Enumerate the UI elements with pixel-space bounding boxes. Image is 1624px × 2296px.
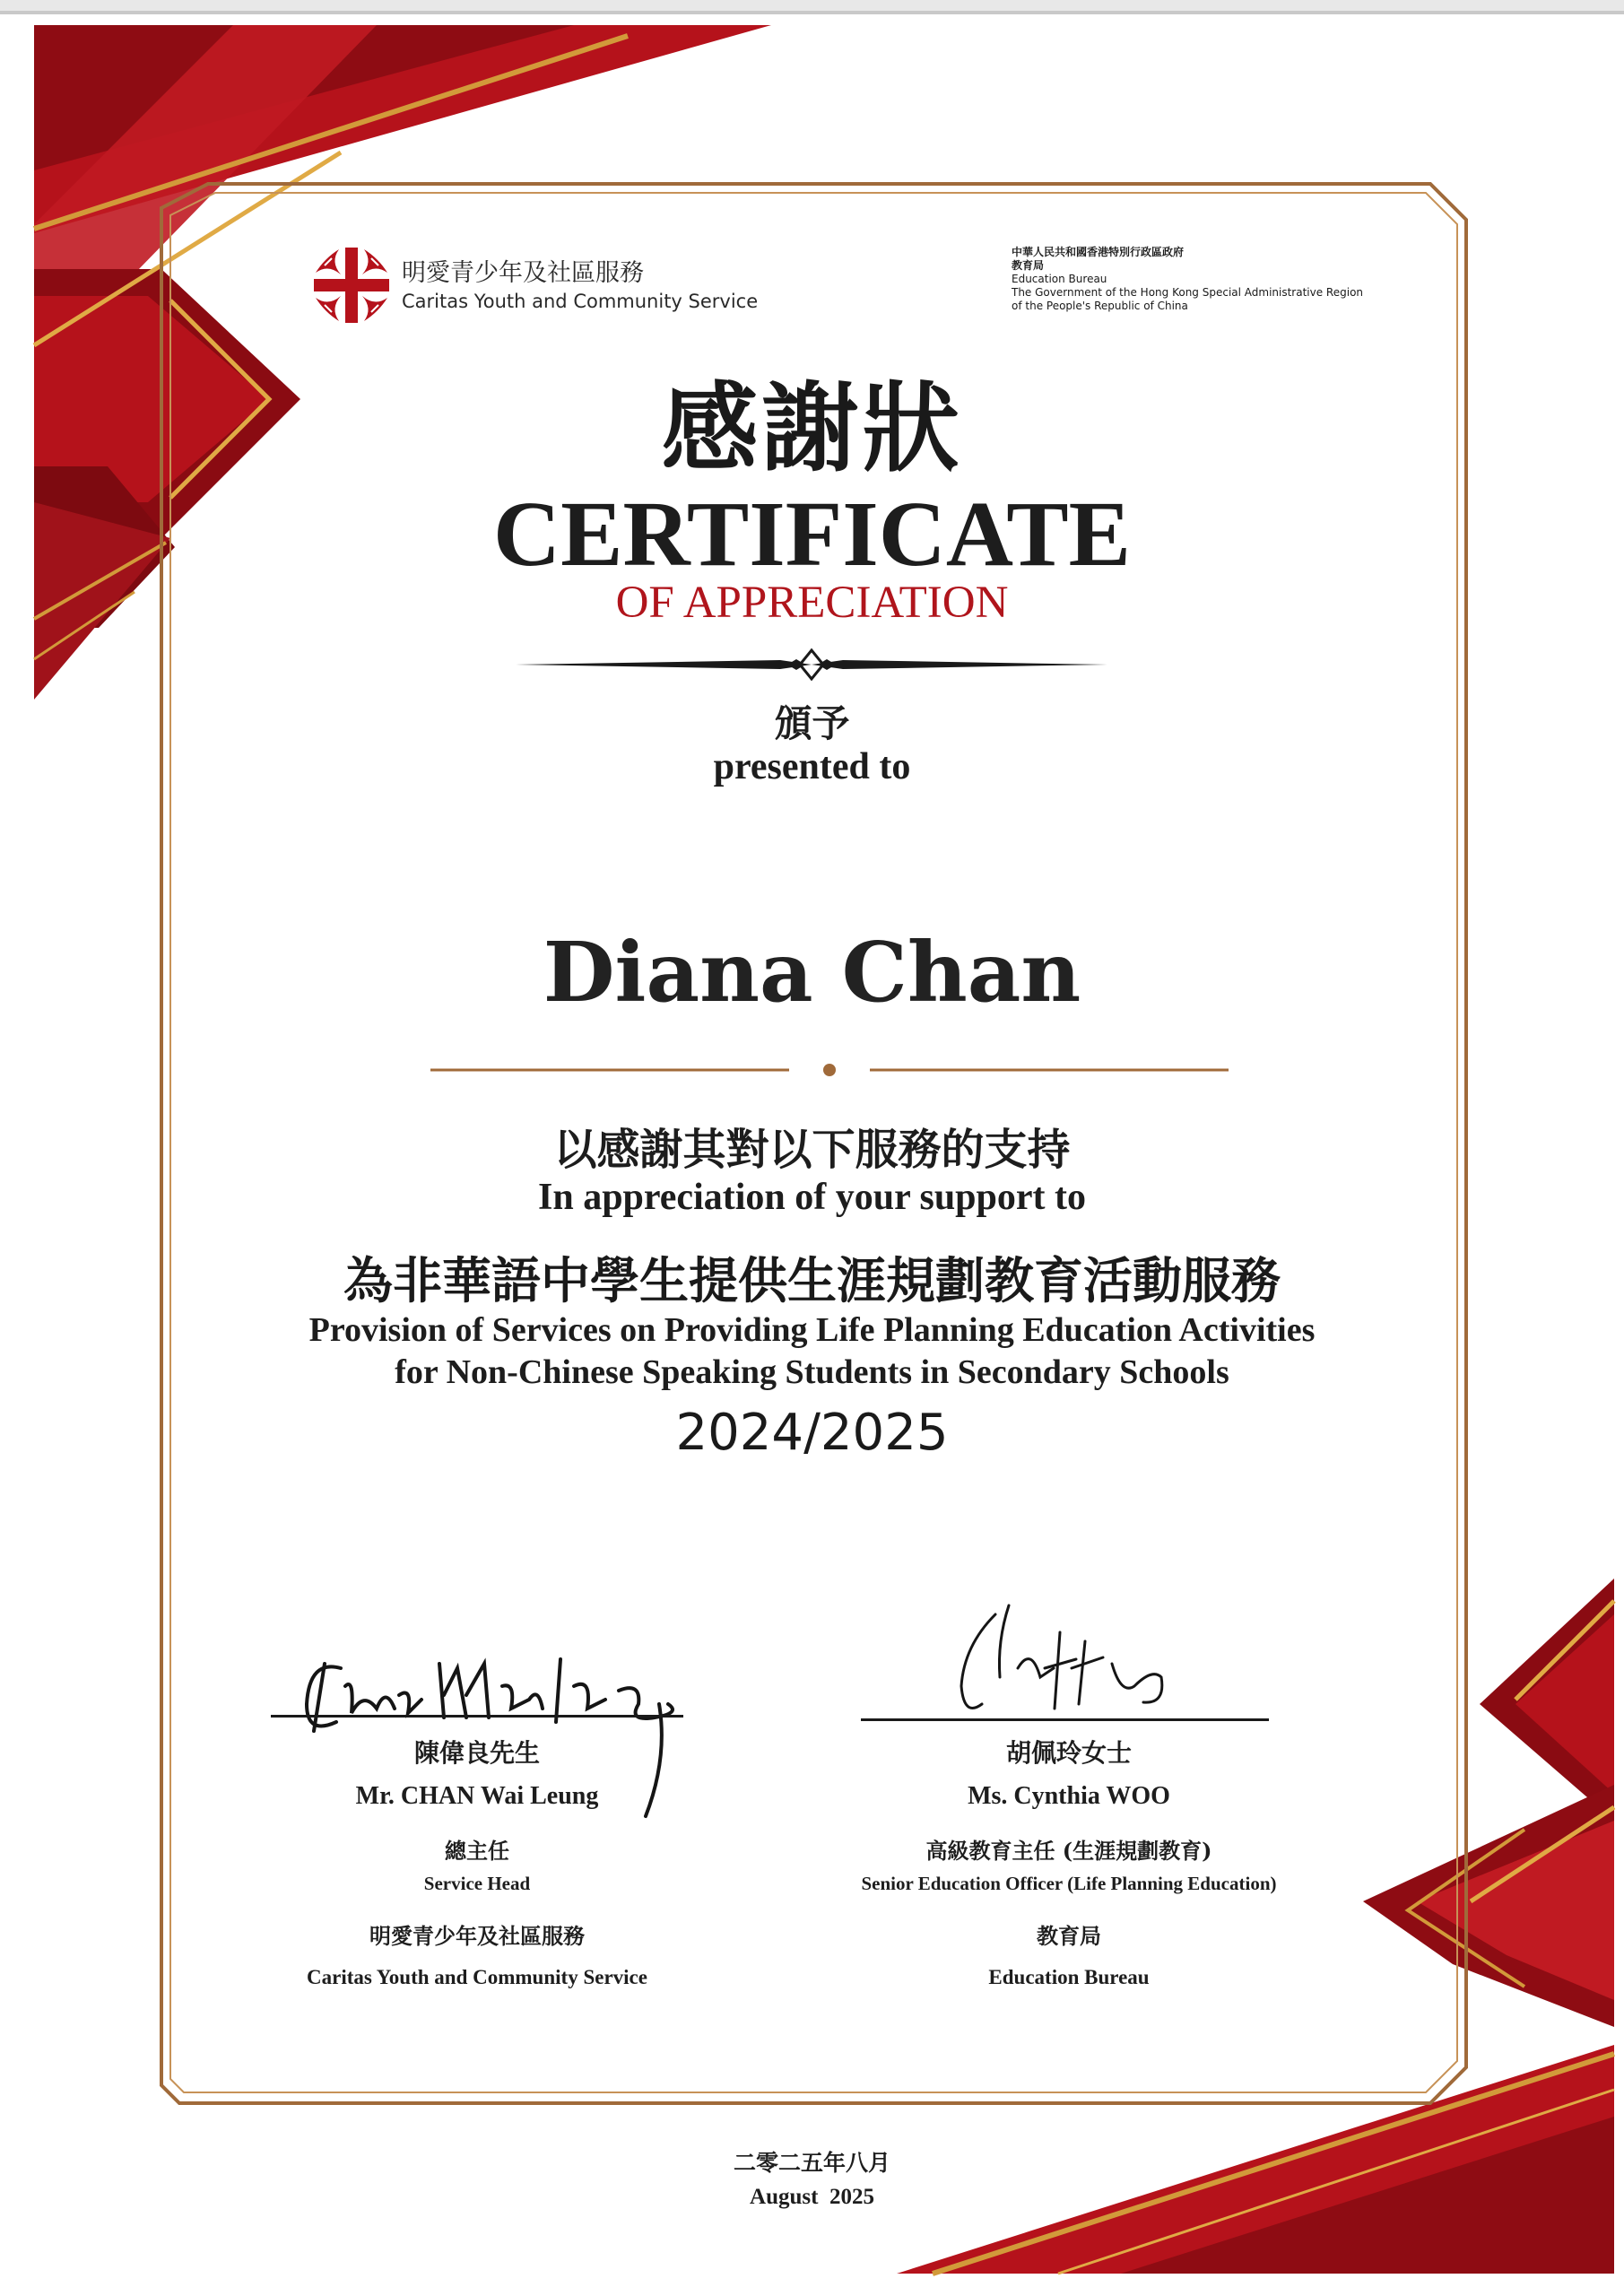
signatory-right-name-zh: 胡佩玲女士	[1005, 1738, 1132, 1768]
title-zh: 感謝狀	[661, 372, 963, 485]
title-divider-ornament	[516, 650, 1107, 679]
title-certificate: CERTIFICATE	[493, 483, 1131, 586]
appreciation-en: In appreciation of your support to	[537, 1177, 1087, 1218]
scan-edge-line	[0, 11, 1624, 14]
presented-en: presented to	[713, 746, 911, 787]
appreciation-zh: 以感謝其對以下服務的支持	[553, 1125, 1071, 1175]
signatory-right-name-en: Ms. Cynthia WOO	[968, 1782, 1170, 1810]
title-of-appreciation: OF APPRECIATION	[615, 578, 1009, 628]
edb-header	[1012, 246, 1363, 313]
date-zh: 二零二五年八月	[733, 2150, 890, 2176]
edb-line5: of the People's Republic of China	[1012, 300, 1188, 312]
signatory-left-org-en: Caritas Youth and Community Service	[307, 1966, 647, 1988]
signatory-right-org-zh: 教育局	[1037, 1923, 1101, 1949]
signatory-right-org-en: Education Bureau	[988, 1966, 1150, 1988]
service-zh: 為非華語中學生提供生涯規劃教育活動服務	[343, 1251, 1281, 1309]
recipient-name: Diana Chan	[543, 924, 1081, 1021]
signatory-left-title-zh: 總主任	[445, 1838, 509, 1864]
signatory-right-title-zh: 高級教育主任 (生涯規劃教育)	[925, 1838, 1212, 1864]
service-en-line2: for Non-Chinese Speaking Students in Secondary Schools	[395, 1353, 1229, 1391]
date-en: August 2025	[750, 2185, 874, 2209]
signature-line-left	[271, 1715, 683, 1718]
scan-edge	[0, 0, 1624, 11]
signatory-left-name-zh: 陳偉良先生	[413, 1738, 540, 1768]
name-divider	[430, 1064, 1229, 1076]
edb-line3: Education Bureau	[1012, 273, 1107, 285]
signature-woo	[961, 1605, 1162, 1709]
signatory-left-org-zh: 明愛青少年及社區服務	[369, 1923, 585, 1949]
edb-line2: 教育局	[1012, 259, 1045, 272]
year: 2024/2025	[675, 1404, 949, 1462]
caritas-name-en: Caritas Youth and Community Service	[402, 291, 759, 312]
signatory-left-title-en: Service Head	[423, 1873, 531, 1894]
signatory-right-title-en: Senior Education Officer (Life Planning Education)	[861, 1873, 1277, 1894]
signature-line-right	[861, 1718, 1269, 1721]
edb-line4: The Government of the Hong Kong Special Administrative Region	[1012, 286, 1364, 299]
signatory-left-name-en: Mr. CHAN Wai Leung	[355, 1782, 599, 1810]
edb-line1: 中華人民共和國香港特別行政區政府	[1012, 246, 1185, 258]
presented-zh: 頒予	[774, 701, 850, 745]
caritas-cross-icon	[314, 248, 389, 323]
service-en-line1: Provision of Services on Providing Life Planning Education Activities	[308, 1311, 1316, 1349]
caritas-name-zh: 明愛青少年及社區服務	[402, 259, 644, 287]
